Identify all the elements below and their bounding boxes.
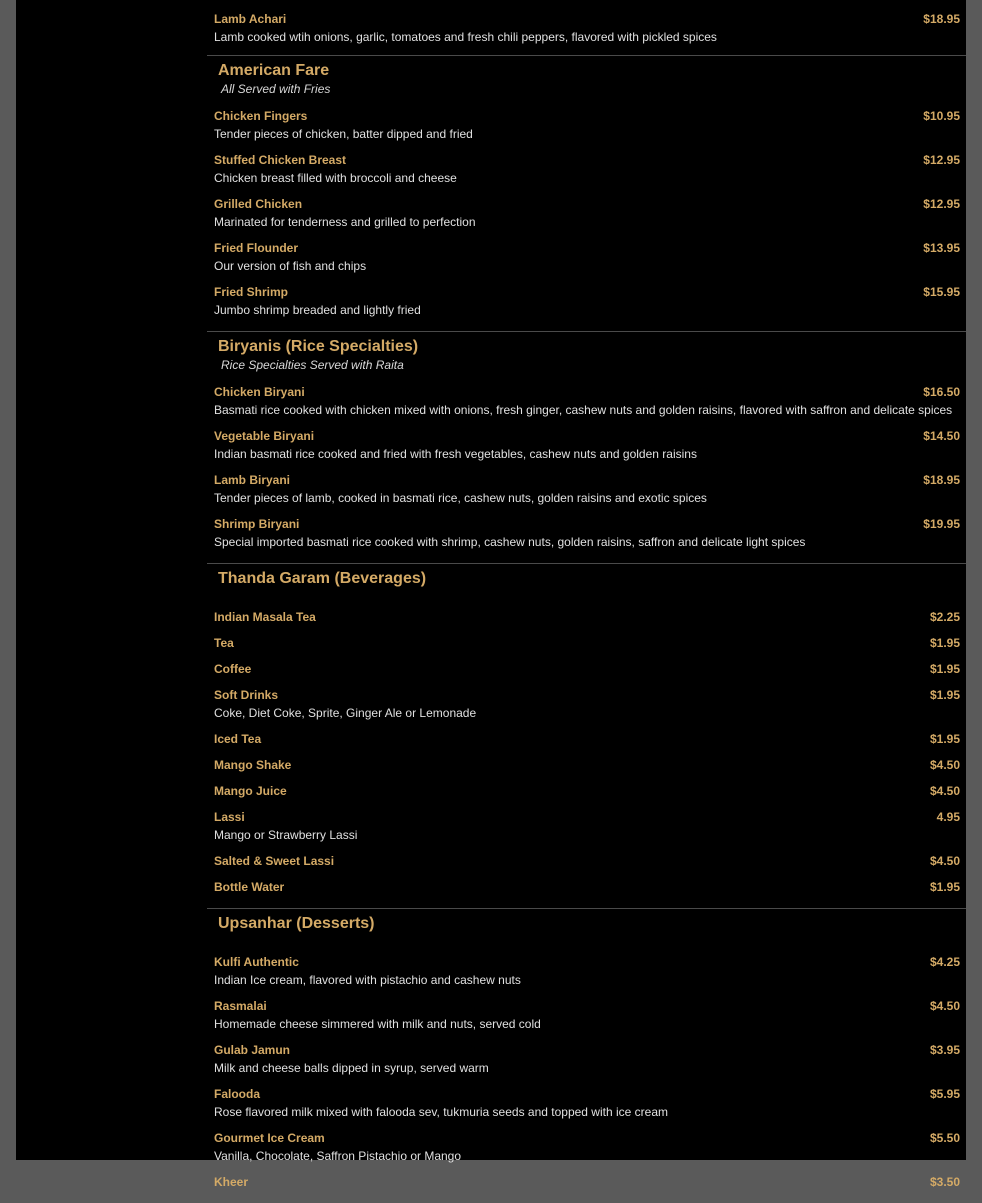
item-description: Milk and cheese balls dipped in syrup, served warm [214,1061,489,1075]
item-name: Coffee [214,662,252,676]
item-description: Rose flavored milk mixed with falooda sev, tukmuria seeds and topped with ice cream [214,1105,668,1119]
menu-item [207,235,966,279]
menu-section [207,332,966,564]
item-description: Basmati rice cooked with chicken mixed with onions, fresh ginger, cashew nuts and golden raisins, flavored with saffron and delicate spices [214,403,953,417]
item-price: $1.95 [929,732,960,746]
item-name: Gulab Jamun [214,1043,291,1057]
item-name: Rasmalai [214,999,267,1013]
item-description: Coke, Diet Coke, Sprite, Ginger Ale or Lemonade [214,706,477,720]
item-name: Vegetable Biryani [214,429,315,443]
section-header [207,564,966,604]
item-name: Kulfi Authentic [214,955,299,969]
menu-item [207,874,966,900]
item-price: $4.50 [929,999,960,1013]
item-name: Kheer [214,1175,249,1189]
menu-item [207,949,966,993]
menu-section [207,909,966,1203]
item-price: $10.95 [923,109,960,123]
menu-item [207,848,966,874]
item-price: $4.50 [929,784,960,798]
item-price: $1.95 [929,880,960,894]
item-description: Tender pieces of lamb, cooked in basmati rice, cashew nuts, golden raisins and exotic spices [214,491,707,505]
item-name: Mango Juice [214,784,287,798]
menu-item [207,511,966,555]
item-price: $1.95 [929,636,960,650]
item-price: $15.95 [923,285,960,299]
item-price: $2.25 [929,610,960,624]
item-name: Falooda [214,1087,261,1101]
menu-item [207,630,966,656]
item-name: Lamb Biryani [214,473,291,487]
item-name: Grilled Chicken [214,197,303,211]
item-price: $12.95 [923,153,960,167]
item-name: Fried Shrimp [214,285,289,299]
menu-item [207,279,966,323]
item-name: Chicken Biryani [214,385,305,399]
menu-content [207,0,966,1189]
menu-item [207,423,966,467]
section-subtitle: All Served with Fries [221,82,331,96]
item-price: $4.50 [929,854,960,868]
item-description: Mango or Strawberry Lassi [214,828,358,842]
item-description: Homemade cheese simmered with milk and nuts, served cold [214,1017,541,1031]
item-description: Chicken breast filled with broccoli and cheese [214,171,457,185]
menu-item [207,191,966,235]
section-header [207,332,966,379]
item-price: $16.50 [923,385,960,399]
item-price: $18.95 [923,473,960,487]
item-name: Tea [214,636,234,650]
section-header [207,56,966,103]
menu-item [207,726,966,752]
item-description: Indian basmati rice cooked and fried with fresh vegetables, cashew nuts and golden raisins [214,447,697,461]
item-name: Chicken Fingers [214,109,308,123]
section-subtitle: Rice Specialties Served with Raita [221,358,404,372]
item-name: Fried Flounder [214,241,298,255]
menu-item [207,103,966,147]
menu-item [207,1037,966,1081]
item-name: Iced Tea [214,732,262,746]
section-title: American Fare [218,62,330,79]
section-title: Thanda Garam (Beverages) [218,570,427,587]
item-name: Lamb Achari [214,12,287,26]
menu-item [207,6,966,50]
menu-sections [207,56,966,1203]
item-description: Special imported basmati rice cooked with shrimp, cashew nuts, golden raisins, saffron and delicate light spices [214,535,806,549]
item-name: Salted & Sweet Lassi [214,854,335,868]
item-description: Vanilla, Chocolate, Saffron Pistachio or Mango [214,1149,462,1163]
item-name: Stuffed Chicken Breast [214,153,347,167]
menu-item [207,682,966,726]
menu-item [207,1169,966,1195]
item-name: Bottle Water [214,880,285,894]
item-price: $12.95 [923,197,960,211]
item-description: Indian Ice cream, flavored with pistachio and cashew nuts [214,973,521,987]
menu-item [207,1125,966,1169]
menu-item [207,467,966,511]
item-description: Lamb cooked wtih onions, garlic, tomatoes and fresh chili peppers, flavored with pickled spices [214,30,717,44]
item-price: $13.95 [923,241,960,255]
menu-item [207,752,966,778]
menu-item [207,379,966,423]
item-price: $19.95 [923,517,960,531]
item-description: Marinated for tenderness and grilled to perfection [214,215,476,229]
menu-item [207,778,966,804]
menu-item [207,993,966,1037]
item-price: $5.95 [929,1087,960,1101]
item-price: $3.50 [929,1175,960,1189]
item-price: $14.50 [923,429,960,443]
item-description: Tender pieces of chicken, batter dipped and fried [214,127,473,141]
item-name: Gourmet Ice Cream [214,1131,325,1145]
item-price: $4.25 [929,955,960,969]
item-name: Indian Masala Tea [214,610,316,624]
menu-section-continued [207,0,966,56]
item-price: 4.95 [936,810,960,824]
item-name: Mango Shake [214,758,292,772]
section-title: Biryanis (Rice Specialties) [218,338,419,355]
item-description: Our version of fish and chips [214,259,367,273]
item-price: $1.95 [929,662,960,676]
menu-section [207,564,966,909]
menu-section [207,56,966,332]
menu-item [207,147,966,191]
item-name: Soft Drinks [214,688,279,702]
menu-item [207,656,966,682]
item-price: $18.95 [923,12,960,26]
item-name: Shrimp Biryani [214,517,300,531]
item-price: $3.95 [929,1043,960,1057]
left-sidebar [16,0,207,1160]
item-price: $5.50 [929,1131,960,1145]
menu-item [207,1081,966,1125]
item-price: $1.95 [929,688,960,702]
item-name: Lassi [214,810,245,824]
item-price: $4.50 [929,758,960,772]
item-description: Jumbo shrimp breaded and lightly fried [214,303,421,317]
menu-item [207,604,966,630]
section-title: Upsanhar (Desserts) [218,915,375,932]
menu-item [207,804,966,848]
section-header [207,909,966,949]
